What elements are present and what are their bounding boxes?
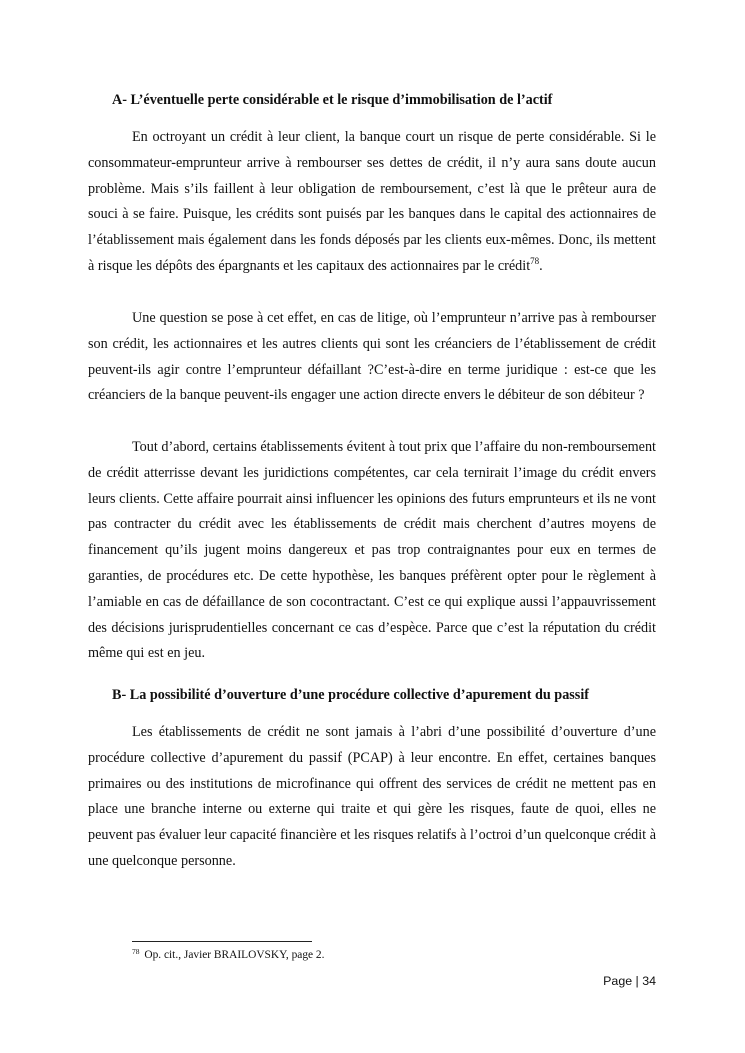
footnote-reference: 78 bbox=[530, 255, 540, 266]
paragraph-end: . bbox=[539, 257, 543, 274]
section-b-heading: B- La possibilité d’ouverture d’une procédure collective d’apurement du passif bbox=[112, 687, 589, 703]
section-a-paragraph-1 bbox=[88, 125, 656, 280]
section-a-paragraph-3: Tout d’abord, certains établissements évitent à tout prix que l’affaire du non-remboursement de crédit atterrisse devant les juridictions compétentes, car cela ternirait l’image du crédit envers leurs clients. Cette affaire pourrait ainsi influencer les opinions des futurs emprunteurs et ils ne vont pas contracter du crédit avec les établissements de crédit mais cherchent d’autres moyens de financement qu’ils jugent moins dangereux et pas trop contraignantes pour eux en termes de garanties, de procédures etc. De cette hypothèse, les banques préfèrent opter pour le règlement à l’amiable en cas de défaillance de son cocontractant. C’est ce qui explique aussi l’appauvrissement des décisions jurisprudentielles concernant ce cas d’espèce. Parce que c’est la réputation du crédit même qui est en jeu. bbox=[88, 439, 656, 662]
footnote-number: 78 bbox=[132, 947, 140, 956]
footnote-text: Op. cit., Javier BRAILOVSKY, page 2. bbox=[141, 949, 325, 961]
footnote bbox=[132, 948, 324, 962]
page-number: Page | 34 bbox=[603, 974, 656, 988]
footnote-separator bbox=[132, 941, 312, 942]
section-a-heading: A- L’éventuelle perte considérable et le risque d’immobilisation de l’actif bbox=[112, 92, 553, 108]
section-b-paragraph-1: Les établissements de crédit ne sont jamais à l’abri d’une possibilité d’ouverture d’une procédure collective d’apurement du passif (PCAP) à leur encontre. En effet, certaines banques primaires ou des institutions de microfinance qui offrent des services de crédit ne mettent pas en place une branche interne ou externe qui traite et qui gère les risques, faute de quoi, elles ne peuvent pas évaluer leur capacité financière et les risques relatifs à l’octroi d’un quelconque crédit à une quelconque personne. bbox=[88, 724, 656, 869]
paragraph-text: En octroyant un crédit à leur client, la banque court un risque de perte considérable. Si le consommateur-emprunteur arrive à rembourser ses dettes de crédit, il n’y aura sans doute aucun problème. Mais s’ils faillent à leur obligation de remboursement, c’est là que le prêteur aura de souci à se faire. Puisque, les crédits sont puisés par les banques dans le capital des actionnaires de l’établissement mais également dans les fonds déposés par les clients eux-mêmes. Donc, ils mettent à risque les dépôts des épargnants et les capitaux des actionnaires par le crédit bbox=[88, 129, 656, 274]
section-a-paragraph-2: Une question se pose à cet effet, en cas de litige, où l’emprunteur n’arrive pas à rembourser son crédit, les actionnaires et les autres clients qui sont les créanciers de l’établissement de crédit peuvent-ils agir contre l’emprunteur défaillant ?C’est-à-dire en terme juridique : est-ce que les créanciers de la banque peuvent-ils engager une action directe envers le débiteur de son débiteur ? bbox=[88, 310, 656, 404]
